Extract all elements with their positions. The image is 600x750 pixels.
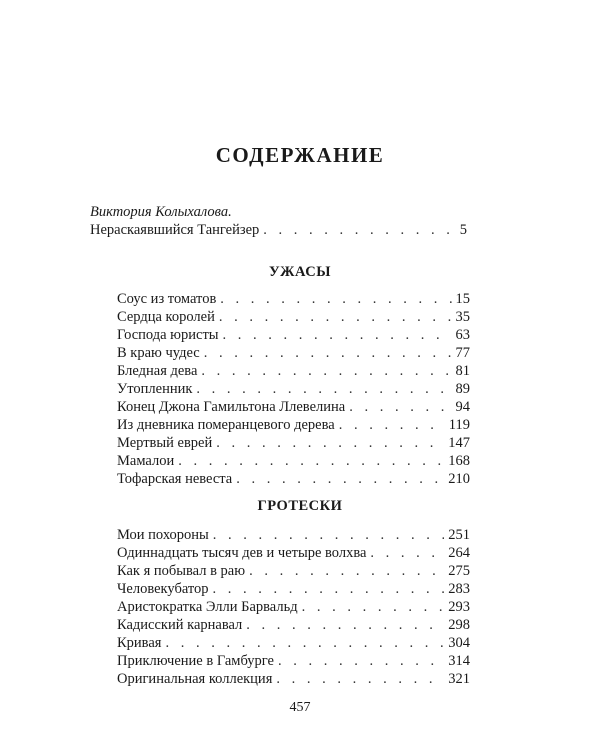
toc-entry bbox=[117, 598, 470, 616]
toc-entry bbox=[117, 434, 470, 452]
toc-entry-title: Бледная дева bbox=[117, 363, 198, 379]
toc-entry-page: 304 bbox=[448, 635, 470, 651]
toc-entry bbox=[117, 452, 470, 470]
dot-leader bbox=[249, 562, 444, 580]
dot-leader bbox=[246, 616, 444, 634]
toc-entry bbox=[117, 344, 470, 362]
toc-entry-page: 251 bbox=[448, 527, 470, 543]
toc-entry bbox=[117, 308, 470, 326]
toc-entry-title: Оригинальная коллекция bbox=[117, 671, 273, 687]
toc-entry-title: Мертвый еврей bbox=[117, 435, 213, 451]
toc-entry-title: Аристократка Элли Барвальд bbox=[117, 599, 298, 615]
dot-leader bbox=[219, 308, 452, 326]
toc-entry bbox=[117, 290, 470, 308]
toc-entry-intro bbox=[90, 221, 467, 239]
dot-leader bbox=[220, 290, 451, 308]
dot-leader bbox=[349, 398, 451, 416]
toc-entry-page: 35 bbox=[455, 309, 470, 325]
toc-entry-title: Господа юристы bbox=[117, 327, 219, 343]
toc-entry bbox=[117, 616, 470, 634]
intro-author: Виктория Колыхалова. bbox=[90, 204, 232, 220]
page-number: 457 bbox=[289, 700, 311, 715]
toc-entry-title: Конец Джона Гамильтона Ллевелина bbox=[117, 399, 346, 415]
toc-entry-title: Приключение в Гамбурге bbox=[117, 653, 274, 669]
toc-entry bbox=[117, 416, 470, 434]
dot-leader bbox=[165, 634, 444, 652]
toc-entry bbox=[117, 670, 470, 688]
toc-entry bbox=[117, 634, 470, 652]
toc-entry-title: Мамалои bbox=[117, 453, 175, 469]
toc-entry-title: Как я побывал в раю bbox=[117, 563, 246, 579]
toc-entry-title: В краю чудес bbox=[117, 345, 200, 361]
toc-entry-page: 210 bbox=[448, 471, 470, 487]
dot-leader bbox=[216, 434, 444, 452]
toc-entry bbox=[117, 652, 470, 670]
dot-leader bbox=[223, 326, 452, 344]
toc-entry-page: 321 bbox=[448, 671, 470, 687]
toc-entry-page: 283 bbox=[448, 581, 470, 597]
dot-leader bbox=[213, 526, 444, 544]
dot-leader bbox=[196, 380, 451, 398]
toc-entry-title: Одиннадцать тысяч дев и четыре волхва bbox=[117, 545, 367, 561]
toc-entry-page: 119 bbox=[448, 417, 470, 433]
toc-entry-title: Соус из томатов bbox=[117, 291, 217, 307]
toc-entry bbox=[117, 470, 470, 488]
dot-leader bbox=[204, 344, 452, 362]
toc-entry bbox=[117, 526, 470, 544]
section-heading-grotesques: ГРОТЕСКИ bbox=[257, 498, 343, 514]
toc-entry-title: Сердца королей bbox=[117, 309, 215, 325]
dot-leader bbox=[213, 580, 445, 598]
toc-entry-page: 314 bbox=[448, 653, 470, 669]
toc-entry-title: Человекубатор bbox=[117, 581, 209, 597]
toc-entry-title: Из дневника померанцевого дерева bbox=[117, 417, 335, 433]
toc-entry bbox=[117, 326, 470, 344]
dot-leader bbox=[278, 652, 444, 670]
dot-leader bbox=[370, 544, 444, 562]
dot-leader bbox=[236, 470, 444, 488]
toc-entry bbox=[117, 362, 470, 380]
toc-entry-title: Нераскаявшийся Тангейзер bbox=[90, 222, 260, 238]
toc-entry-page: 293 bbox=[448, 599, 470, 615]
toc-entry-page: 63 bbox=[455, 327, 470, 343]
toc-entry bbox=[117, 562, 470, 580]
toc-entry-title: Мои похороны bbox=[117, 527, 209, 543]
toc-entry-title: Кадисский карнавал bbox=[117, 617, 243, 633]
toc-entry bbox=[117, 398, 470, 416]
toc-entry-page: 81 bbox=[455, 363, 470, 379]
toc-entry-page: 15 bbox=[455, 291, 470, 307]
toc-entry bbox=[117, 544, 470, 562]
toc-entry-page: 89 bbox=[455, 381, 470, 397]
toc-entry-page: 298 bbox=[448, 617, 470, 633]
dot-leader bbox=[201, 362, 451, 380]
section-heading-horrors: УЖАСЫ bbox=[269, 264, 331, 280]
dot-leader bbox=[302, 598, 445, 616]
toc-entry bbox=[117, 580, 470, 598]
page-title: СОДЕРЖАНИЕ bbox=[215, 143, 385, 167]
toc-entry-page: 168 bbox=[448, 453, 470, 469]
toc-entry-page: 77 bbox=[455, 345, 470, 361]
toc-entry-page: 5 bbox=[459, 222, 467, 238]
dot-leader bbox=[276, 670, 444, 688]
toc-entry-page: 94 bbox=[455, 399, 470, 415]
dot-leader bbox=[339, 416, 445, 434]
toc-entry-page: 264 bbox=[448, 545, 470, 561]
toc-entry-title: Тофарская невеста bbox=[117, 471, 233, 487]
toc-entry-title: Кривая bbox=[117, 635, 162, 651]
dot-leader bbox=[263, 221, 455, 239]
toc-entry bbox=[117, 380, 470, 398]
toc-entry-page: 275 bbox=[448, 563, 470, 579]
toc-entry-title: Утопленник bbox=[117, 381, 193, 397]
dot-leader bbox=[178, 452, 444, 470]
toc-entry-page: 147 bbox=[448, 435, 470, 451]
